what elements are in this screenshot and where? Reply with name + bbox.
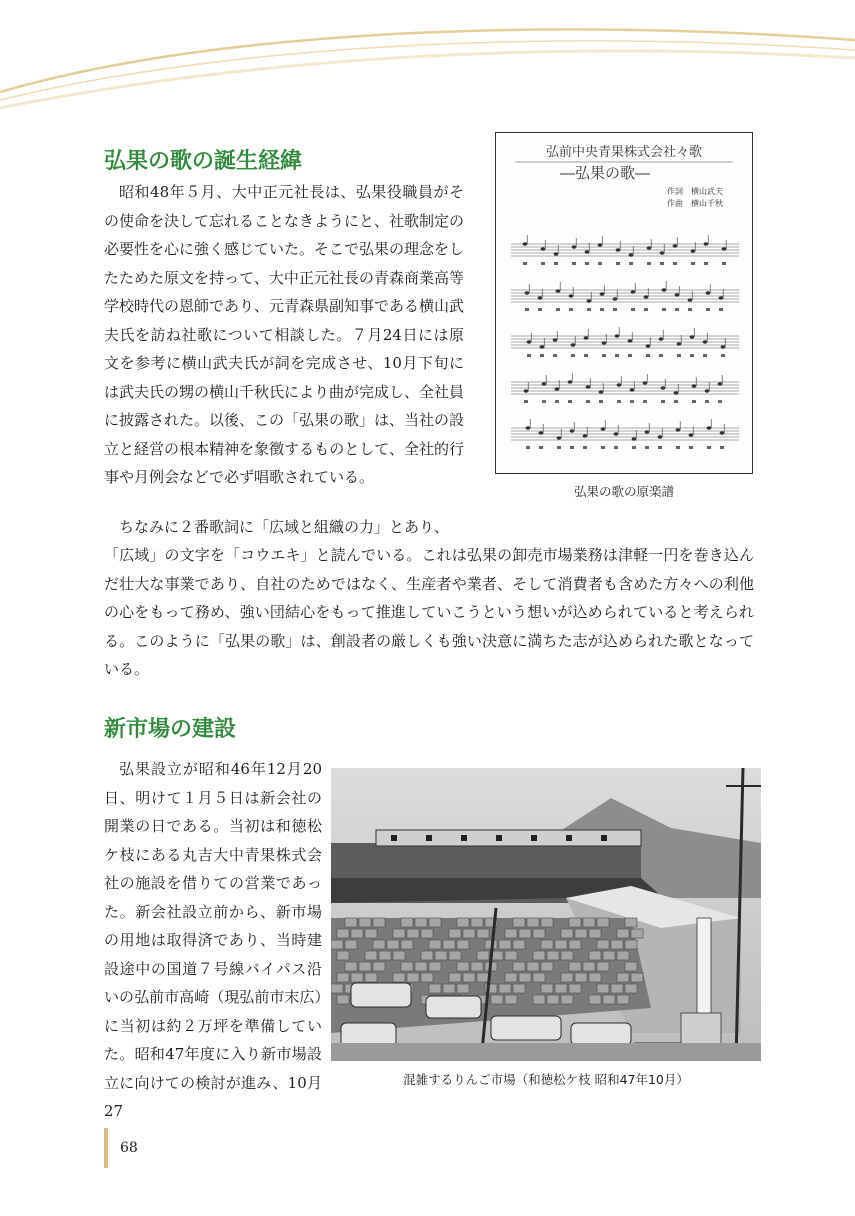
song-origin-paragraph: 昭和48年５月、大中正元社長は、弘果役職員がその使命を決して忘れることなきようにと、社歌制定の必要性を心に強く感じていた。そこで弘果の理念をしたためた原文を持って、大中正元社長の青森商業高等学校時代の恩師であり、元青森県副知事である横山武夫氏を訪ね社歌について相談した。７月24日には原文を参考に横山武夫氏が詞を完成させ、10月下旬には武夫氏の甥の横山千秋氏により曲が完成し、全社員に披露された。以後、この「弘果の歌」は、当社の設立と経営の根本精神を象徴するものとして、全社的行事や月例会などで必ず唱歌されている。 [104, 183, 465, 486]
music-score-figure [495, 132, 753, 474]
market-photo-image [331, 768, 761, 1061]
song-meaning-paragraph: 「広域」の文字を「コウエキ」と読んでいる。これは弘果の卸売市場業務は津軽一円を巻き込んだ壮大な事業であり、自社のためではなく、生産者や業者、そして消費者も含めた方々への利他の心をもって務め、強い団結心をもって推進していこうという想いが込められていると考えられる。このように「弘果の歌」は、創設者の厳しくも強い決意に満ちた志が込められた歌となっている。 [104, 546, 754, 678]
score-caption: 弘果の歌の原楽譜 [573, 484, 674, 499]
music-score-image [495, 132, 753, 474]
score-title-line: 弘前中央青果株式会社々歌 [545, 145, 703, 160]
section-heading-song-origin: 弘果の歌の誕生経緯 [104, 149, 303, 174]
header-decoration [0, 0, 855, 130]
new-market-paragraph: 弘果設立が昭和46年12月20日、明けて１月５日は新会社の開業の日である。当初は和徳松ケ枝にある丸吉大中青果株式会社の施設を借りての営業であった。新会社設立前から、新市場の用地は取得済であり、当時建設途中の国道７号線バイパス沿いの弘前市高崎（現弘前市末広）に当初は約２万坪を準備していた。昭和47年度に入り新市場設立に向けての検討が進み、10月27 [104, 760, 322, 1120]
score-credit-music: 作曲 横山千秋 [667, 199, 723, 208]
score-song-title: ―弘果の歌― [559, 164, 651, 182]
market-photo-figure [331, 768, 761, 1061]
page-number: 68 [120, 1140, 138, 1156]
page-number-accent-bar [104, 1128, 108, 1168]
section-heading-new-market: 新市場の建設 [104, 717, 237, 742]
song-meaning-paragraph-start: ちなみに２番歌詞に「広域と組織の力」とあり、 [119, 518, 450, 536]
market-photo-caption: 混雑するりんご市場（和徳松ケ枝 昭和47年10月） [403, 1072, 689, 1087]
score-credit-lyrics: 作詞 横山武夫 [667, 187, 723, 196]
